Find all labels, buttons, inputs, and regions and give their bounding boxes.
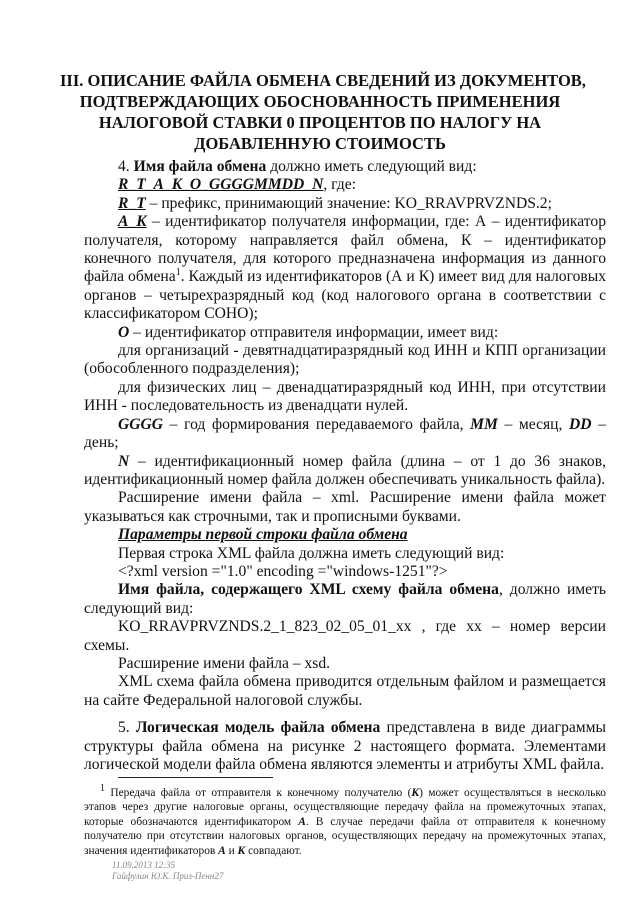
paragraph-text: – идентификатор получателя информации, где: А – идентификатор получателя, которому направляется файл обмена, К – идентификатор конечного получателя, для которого предназначена информация из данного файла обмена — [84, 213, 606, 286]
footnote — [84, 783, 606, 858]
footnote-segment: и — [225, 844, 238, 857]
paragraph-text: – префикс, принимающий значение: KO_RRAVPRVZNDS.2; — [145, 194, 552, 212]
paragraph-text: должно иметь следующий вид: — [266, 158, 477, 175]
first-line-note: Первая строка XML файла должна иметь следующий вид: — [118, 544, 505, 562]
paragraph-text: , должно иметь следующий вид: — [84, 581, 607, 617]
stamp-author: Гайфулин Ю.К. Приз-Пенн27 — [112, 871, 224, 881]
schema-name-intro — [84, 581, 606, 618]
person-definition: для физических лиц – двенадцатиразрядный код ИНН, при отсутствии ИНН - последовательность из двенадцати нулей. — [84, 378, 606, 415]
term-schema-name: Имя файла, содержащего XML схему файла обмена — [118, 581, 499, 599]
paragraph-text: , где: — [323, 176, 356, 194]
print-stamp — [112, 860, 223, 882]
document-body — [84, 158, 606, 774]
footnote-segment: . В случае передачи файла от отправителя к конечному получателю при отсутствии налоговых органов, осуществляющих передачу на промежуточных этапах, значения идентификаторов — [84, 815, 606, 857]
footnote-reference[interactable]: 1 — [175, 267, 181, 279]
footnote-code: А — [218, 844, 226, 857]
term-file-name: Имя файла обмена — [133, 158, 267, 175]
code-mm: MM — [470, 415, 498, 433]
date-definition — [84, 416, 606, 453]
footnote-segment: Передача файла от отправителя к конечному получателю ( — [105, 787, 412, 799]
file-name-pattern — [84, 176, 606, 194]
item-number: 5. — [118, 719, 136, 737]
paragraph-text: – день; — [84, 415, 606, 452]
code-rt: R_T — [118, 194, 146, 212]
code-o: O — [118, 323, 130, 341]
code-ak: A_K — [118, 213, 147, 231]
footnote-segment: ) может осуществляться в несколько этапов через другие налоговые органы, осуществляющие передачу файла на промежуточных этапах, которые обозначаются идентификатором — [84, 787, 606, 828]
footnote-code: А — [298, 815, 306, 828]
prefix-definition — [84, 195, 606, 213]
paragraph-text: – месяц, — [497, 415, 570, 433]
schema-file-name: KO_RRAVPRVZNDS.2_1_823_02_05_01_xx , где хх – номер версии схемы. — [84, 618, 606, 654]
paragraph-text: – идентификатор отправителя информации, имеет вид: — [129, 323, 499, 341]
extension-note: Расширение имени файла – xml. Расширение имени файла может указываться как строчными, так и прописными буквами. — [84, 489, 606, 525]
pattern-code: R_T_A_K_O_GGGGMMDD_N — [118, 176, 324, 194]
org-definition: для организаций - девятнадцатиразрядный код ИНН и КПП организации (обособленного подразделения); — [84, 342, 606, 378]
paragraph-4 — [84, 158, 606, 176]
footnote-divider — [118, 777, 273, 778]
footnote-code: К — [237, 844, 246, 857]
footnote-segment: совпадают. — [245, 844, 302, 857]
heading-line: ПОДТВЕРЖДАЮЩИХ ОБОСНОВАННОСТЬ ПРИМЕНЕНИЯ — [79, 92, 561, 111]
heading-line: III. ОПИСАНИЕ ФАЙЛА ОБМЕНА СВЕДЕНИЙ ИЗ ДОКУМЕНТОВ, — [60, 71, 586, 90]
code-n: N — [118, 452, 130, 470]
sender-definition — [84, 324, 606, 342]
code-gggg: GGGG — [118, 415, 164, 433]
paragraph-5 — [84, 719, 606, 774]
xml-schema-note: XML схема файла обмена приводится отдельным файлом и размещается на сайте Федеральной налоговой службы. — [84, 673, 606, 709]
heading-line: ДОБАВЛЕННУЮ СТОИМОСТЬ — [194, 134, 446, 153]
paragraph-text: . Каждый из идентификаторов (А и К) имеет вид для налоговых органов – четырехразрядный код (код налогового органа в соответствии с классификатором СОНО); — [84, 268, 607, 323]
footnote-text — [84, 783, 606, 858]
paragraph-text: – идентификационный номер файла (длина – от 1 до 36 знаков, идентификационный номер файла должен обеспечивать уникальность файла). — [84, 452, 606, 488]
term-logical-model: Логическая модель файла обмена — [135, 719, 381, 737]
paragraph-text: представлена в виде диаграммы структуры файла обмена на рисунке 2 настоящего формата. Элементами логической модели файла обмена являются элементы и атрибуты XML файла. — [84, 719, 607, 773]
paragraph-text: – год формирования передаваемого файла, — [163, 415, 471, 433]
xsd-extension-note: Расширение имени файла – xsd. — [118, 654, 331, 672]
subheading-text: Параметры первой строки файла обмена — [118, 526, 408, 544]
recipient-definition — [84, 213, 606, 323]
footnote-number: 1 — [100, 783, 105, 795]
code-dd: DD — [569, 415, 592, 433]
heading-line: НАЛОГОВОЙ СТАВКИ 0 ПРОЦЕНТОВ ПО НАЛОГУ НА — [98, 113, 542, 132]
xml-declaration: <?xml version ="1.0" encoding ="windows-1251"?> — [118, 562, 448, 580]
number-definition — [84, 453, 606, 490]
item-number: 4. — [118, 158, 134, 175]
stamp-datetime: 11.09.2013 12:35 — [112, 860, 176, 870]
section-heading — [60, 70, 586, 154]
params-heading — [84, 526, 606, 544]
footnote-code: К — [411, 787, 420, 799]
